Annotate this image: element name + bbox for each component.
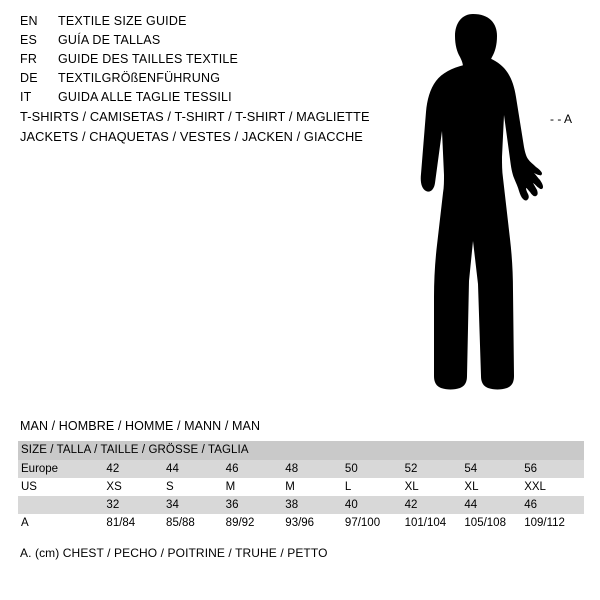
- cell-value: 38: [285, 496, 345, 514]
- language-row: [20, 71, 380, 90]
- cell-value: 101/104: [405, 514, 465, 532]
- table-header-label: SIZE / TALLA / TAILLE / GRÖSSE / TAGLIA: [21, 444, 249, 456]
- cell-value: 48: [285, 460, 345, 478]
- category-headings: [20, 109, 440, 149]
- language-code: FR: [20, 52, 38, 66]
- table-header-row: [18, 441, 584, 460]
- cell-value: M: [226, 478, 286, 496]
- cell-value: 52: [405, 460, 465, 478]
- row-label: Europe: [18, 460, 106, 478]
- cell-value: 42: [405, 496, 465, 514]
- cell-value: 36: [226, 496, 286, 514]
- language-code: IT: [20, 90, 32, 104]
- category-line-jackets: JACKETS / CHAQUETAS / VESTES / JACKEN / GIACCHE: [20, 129, 363, 144]
- cell-value: XL: [464, 478, 524, 496]
- row-label: US: [18, 478, 106, 496]
- cell-value: 32: [106, 496, 166, 514]
- table-row: [18, 460, 584, 478]
- cell-value: 44: [166, 460, 226, 478]
- cell-value: 46: [226, 460, 286, 478]
- cell-value: 56: [524, 460, 584, 478]
- cell-value: 109/112: [524, 514, 584, 532]
- row-label: [18, 496, 106, 514]
- cell-value: XS: [106, 478, 166, 496]
- cell-value: 81/84: [106, 514, 166, 532]
- cell-value: 34: [166, 496, 226, 514]
- language-code: ES: [20, 33, 38, 47]
- language-text: TEXTILE SIZE GUIDE: [58, 14, 187, 28]
- category-line-tshirts: T-SHIRTS / CAMISETAS / T-SHIRT / T-SHIRT / MAGLIETTE: [20, 109, 370, 124]
- cell-value: S: [166, 478, 226, 496]
- cell-value: 42: [106, 460, 166, 478]
- table-row: [18, 496, 584, 514]
- row-label: A: [18, 514, 106, 532]
- language-code: DE: [20, 71, 38, 85]
- cell-value: 50: [345, 460, 405, 478]
- cell-value: M: [285, 478, 345, 496]
- language-row: [20, 90, 380, 109]
- cell-value: 40: [345, 496, 405, 514]
- language-text: GUÍA DE TALLAS: [58, 33, 161, 47]
- section-label-man: MAN / HOMBRE / HOMME / MANN / MAN: [20, 419, 261, 433]
- measurement-footnote: A. (cm) CHEST / PECHO / POITRINE / TRUHE / PETTO: [20, 546, 328, 560]
- cell-value: 46: [524, 496, 584, 514]
- cell-value: 105/108: [464, 514, 524, 532]
- cell-value: 89/92: [226, 514, 286, 532]
- cell-value: 44: [464, 496, 524, 514]
- language-text: GUIDE DES TAILLES TEXTILE: [58, 52, 239, 66]
- cell-value: L: [345, 478, 405, 496]
- language-row: [20, 52, 380, 71]
- cell-value: XL: [405, 478, 465, 496]
- cell-value: 97/100: [345, 514, 405, 532]
- man-silhouette-figure: [398, 8, 598, 408]
- language-text: GUIDA ALLE TAGLIE TESSILI: [58, 90, 232, 104]
- language-row: [20, 33, 380, 52]
- cell-value: 54: [464, 460, 524, 478]
- cell-value: XXL: [524, 478, 584, 496]
- language-list: [20, 14, 380, 109]
- language-text: TEXTILGRÖßENFÜHRUNG: [58, 71, 221, 85]
- language-row: [20, 14, 380, 33]
- table-row: [18, 478, 584, 496]
- chest-callout-label: - - A: [550, 112, 573, 126]
- language-code: EN: [20, 14, 38, 28]
- table-row: [18, 514, 584, 532]
- size-table: [18, 441, 584, 532]
- cell-value: 85/88: [166, 514, 226, 532]
- cell-value: 93/96: [285, 514, 345, 532]
